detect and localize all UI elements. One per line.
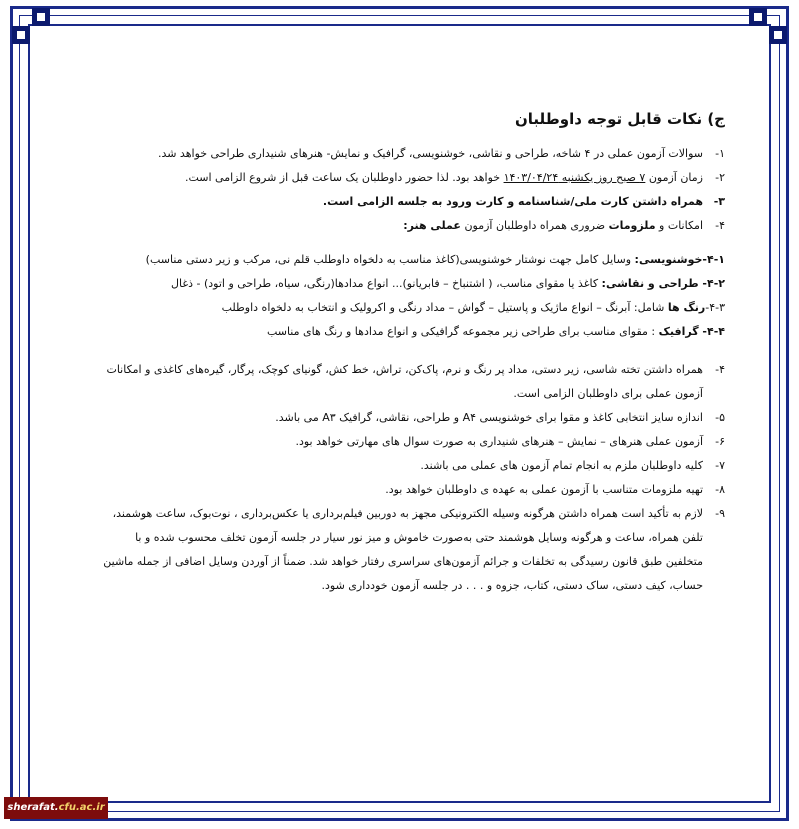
sub-item-text: : مقوای مناسب برای طراحی زیر مجموعه گرافیکی و انواع مدادها و رنگ های مناسب [266,325,659,338]
item-bold-text: ملزومات [608,219,656,232]
item-text: آزمون عملی هنرهای – نمایش – هنرهای شنیداری به صورت سوال های مهارتی خواهد بود. [295,435,703,448]
item-number: ۴- [715,363,725,376]
list-item [95,478,725,502]
sub-item [95,248,725,272]
sub-item-label: رنگ ها [667,301,706,314]
spacer [95,344,725,358]
list-item [95,406,725,430]
list-item [95,358,725,406]
sub-item-text: کاغذ یا مقوای مناسب، ( اشتنباخ – فابریانو)... انواع مدادها(رنگی، سیاه، طراحی و اتود) - ذغال [171,277,602,290]
document-body [95,100,725,598]
item-text: همراه داشتن کارت ملی/شناسنامه و کارت ورود به جلسه الزامی است. [322,195,703,208]
sub-item [95,272,725,296]
item-number: ۵- [715,411,725,424]
item-text: کلیه داوطلبان ملزم به انجام تمام آزمون های عملی می باشند. [420,459,703,472]
sub-item-text: وسایل کامل جهت نوشتار خوشنویسی(کاغذ مناسب به دلخواه داوطلب قلم نی، مرکب و زیر دستی مناسب) [145,253,635,266]
site-watermark [4,797,108,819]
list-item [95,190,725,214]
item-text: خواهد بود. لذا حضور داوطلبان یک ساعت قبل از شروع الزامی است. [184,171,504,184]
item-text: اندازه سایز انتخابی کاغذ و مقوا برای خوشنویسی A۴ و طراحی، نقاشی، گرافیک A۳ می باشد. [275,411,703,424]
item-text: تهیه ملزومات متناسب با آزمون عملی به عهده ی داوطلبان خواهد بود. [385,483,703,496]
item-number: ۷- [715,459,725,472]
sub-item [95,320,725,344]
exam-date: ۷ صبح روز یکشنبه ۱۴۰۳/۰۴/۲۴ [503,171,646,184]
sub-item-number: ۴-۳- [705,301,725,314]
sub-item-text: شامل: آبرنگ – انواع ماژیک و پاستیل – گواش – مداد رنگی و اکرولیک و انتخاب به دلخواه داوطلب [221,301,668,314]
corner-ornament-top-left [32,8,50,26]
sub-item-label: ۴-۴- گرافیک [658,325,725,338]
item-bold-text: عملی هنر [407,219,461,232]
item-text: لازم به تأکید است همراه داشتن هرگونه وسیله الکترونیکی مجهز به دوربین فیلم‌برداری یا عکس‌برداری ، نوت‌بوک، ساعت هوشمند، تلفن همراه، ساعت و هرگونه وسایل هوشمند حتی به‌صورت خاموش و میز نور سیار در جلسه آزمون تخلف محسوب شده و با متخلفین طبق قانون رسیدگی به تخلفات و جرائم آزمون‌های سراسری رفتار خواهد شد. ضمناً از آوردن وسایل اضافی از جمله ماشین حساب، کیف دستی، ساک دستی، کتاب، جزوه و . . . در جلسه آزمون خودداری شود. [103,507,703,592]
item-text: : [403,219,408,232]
list-item [95,214,725,238]
sub-item-label: ۴-۱-خوشنویسی: [634,253,725,266]
corner-ornament-right-top [769,26,787,44]
sub-item-label: ۴-۲- طراحی و نقاشی: [601,277,725,290]
watermark-link[interactable]: cfu.ac.ir [58,802,105,813]
item-text: همراه داشتن تخته شاسی، زیر دستی، مداد پر رنگ و نرم، پاک‌کن، تراش، خط کش، گونیای کوچک، پرگار، گیره‌های کاغذی و امکانات آزمون عملی برای داوطلبان الزامی است. [106,363,703,400]
item-number: ۲- [715,171,725,184]
corner-ornament-top-right [749,8,767,26]
item-number: ۳- [713,195,725,208]
item-number: ۱- [715,147,725,160]
item-number: ۹- [715,507,725,520]
list-item [95,142,725,166]
item-text: سوالات آزمون عملی در ۴ شاخه، طراحی و نقاشی، خوشنویسی، گرافیک و نمایش- هنرهای شنیداری طراحی خواهد شد. [157,147,703,160]
item-text: ضروری همراه داوطلبان آزمون [460,219,609,232]
item-number: ۴- [715,219,725,232]
watermark-prefix: sherafat. [7,802,59,813]
sub-item [95,296,725,320]
item-text: امکانات و [655,219,703,232]
item-number: ۶- [715,435,725,448]
list-item [95,430,725,454]
list-item [95,454,725,478]
section-title: ج) نکات قابل توجه داوطلبان [514,110,725,128]
spacer [95,238,725,248]
item-number: ۸- [715,483,725,496]
list-item [95,166,725,190]
item-text: زمان آزمون [645,171,703,184]
corner-ornament-left-top [12,26,30,44]
list-item [95,502,725,598]
